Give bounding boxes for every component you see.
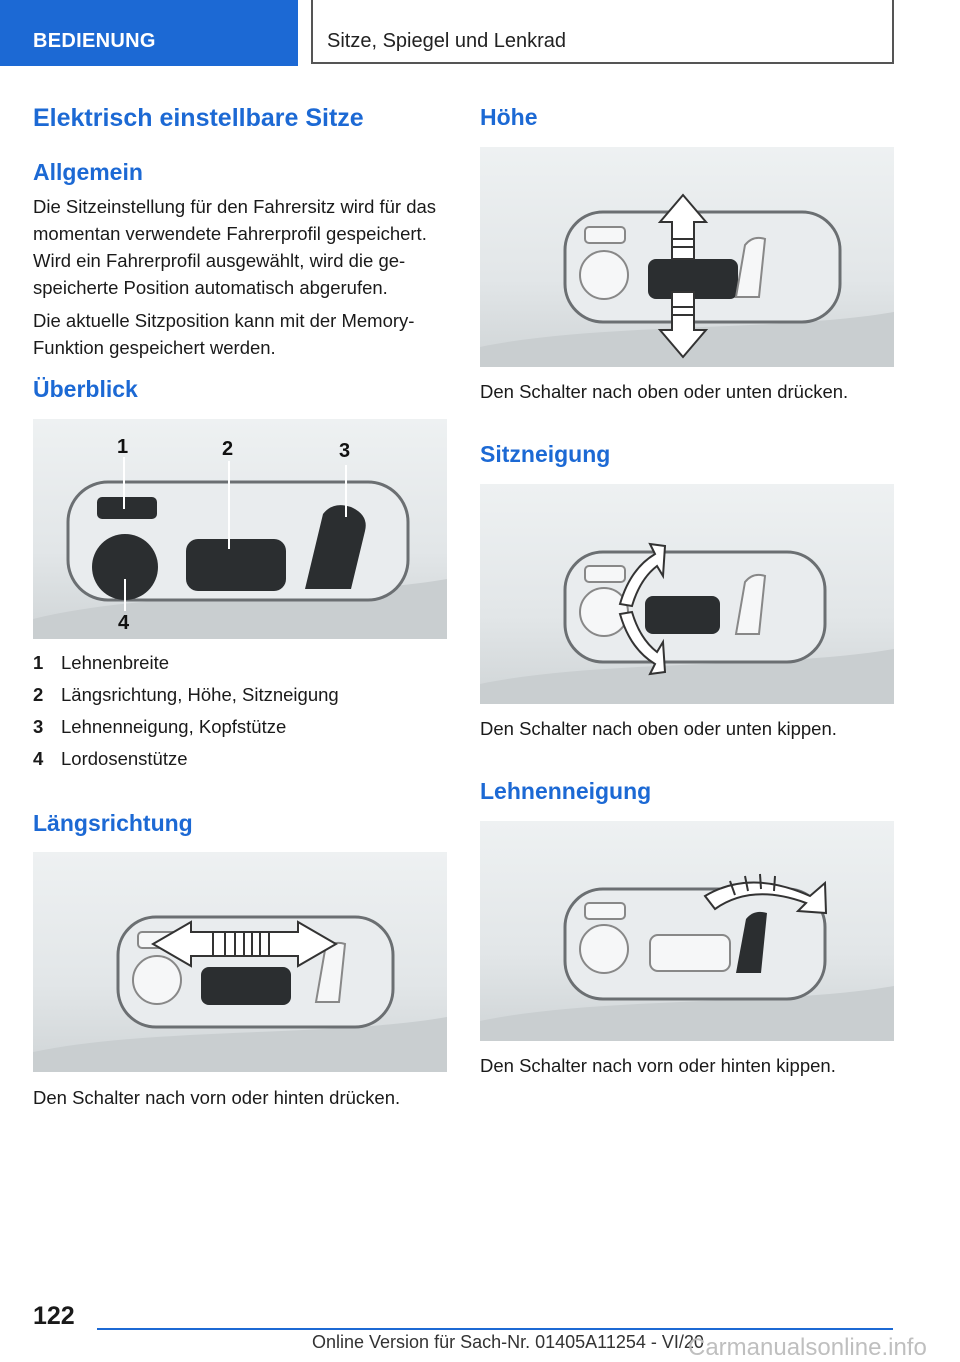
sitzneigung-figure xyxy=(480,484,894,704)
online-version-text: Online Version für Sach-Nr. 01405A11254 - VI/20 xyxy=(312,1332,704,1352)
legend-list xyxy=(33,652,447,780)
sitzneigung-caption: Den Schalter nach oben oder unten kippen. xyxy=(480,718,837,739)
para2 xyxy=(33,307,453,361)
heading-sitzneigung: Sitzneigung xyxy=(480,441,611,467)
para1-line: Wird ein Fahrerprofil ausgewählt, wird die ge‐ xyxy=(33,250,406,271)
seat-tilt-illustration xyxy=(480,484,894,704)
heading-lehnenneigung: Lehnenneigung xyxy=(480,778,652,804)
legend-number: 1 xyxy=(33,652,44,673)
para1-line: Die Sitzeinstellung für den Fahrersitz wird für das xyxy=(33,196,437,217)
chapter-title: Sitze, Spiegel und Lenkrad xyxy=(327,30,567,52)
legend-text: Längsrichtung, Höhe, Sitzneigung xyxy=(61,684,339,705)
callout-4: 4 xyxy=(118,612,130,634)
lehnenneigung-caption: Den Schalter nach vorn oder hinten kippen. xyxy=(480,1055,836,1076)
chapter-title-box xyxy=(311,0,894,64)
legend-number: 4 xyxy=(33,748,44,769)
legend-text: Lordosenstütze xyxy=(61,748,188,769)
legend-number: 2 xyxy=(33,684,44,705)
para2-line: Die aktuelle Sitzposition kann mit der Memory- xyxy=(33,310,415,331)
footer-divider xyxy=(97,1328,893,1330)
page-title: Elektrisch einstellbare Sitze xyxy=(33,104,364,132)
height-illustration xyxy=(480,147,894,367)
legend-item xyxy=(33,684,447,716)
allgemein-text xyxy=(33,193,453,361)
seat-controls-illustration xyxy=(33,419,447,639)
watermark: Carmanualsonline.info xyxy=(688,1334,927,1361)
heading-ueberblick: Überblick xyxy=(33,376,138,402)
backrest-tilt-illustration xyxy=(480,821,894,1041)
callout-1: 1 xyxy=(117,436,129,458)
overview-figure xyxy=(33,419,447,639)
laengsrichtung-figure xyxy=(33,852,447,1072)
heading-allgemein: Allgemein xyxy=(33,159,143,185)
hoehe-figure xyxy=(480,147,894,367)
laengsrichtung-caption: Den Schalter nach vorn oder hinten drücken. xyxy=(33,1087,401,1108)
section-tab xyxy=(0,0,298,66)
legend-item xyxy=(33,652,447,684)
para1 xyxy=(33,193,453,301)
heading-hoehe: Höhe xyxy=(480,104,538,130)
legend-item xyxy=(33,716,447,748)
hoehe-caption: Den Schalter nach oben oder unten drücken. xyxy=(480,381,849,402)
legend-text: Lehnenbreite xyxy=(61,652,170,673)
heading-laengsrichtung: Längsrichtung xyxy=(33,810,193,836)
section-tab-label: BEDIENUNG xyxy=(33,30,156,52)
callout-3: 3 xyxy=(339,440,351,462)
para1-line: momentan verwendete Fahrerprofil gespeichert. xyxy=(33,223,427,244)
legend-text: Lehnenneigung, Kopfstütze xyxy=(61,716,287,737)
legend-item xyxy=(33,748,447,780)
para2-line: Funktion gespeichert werden. xyxy=(33,337,276,358)
legend-number: 3 xyxy=(33,716,44,737)
lehnenneigung-figure xyxy=(480,821,894,1041)
fore-aft-illustration xyxy=(33,852,447,1072)
callout-2: 2 xyxy=(222,438,234,460)
page-number: 122 xyxy=(33,1302,75,1330)
para1-line: speicherte Position automatisch abgerufen. xyxy=(33,277,388,298)
